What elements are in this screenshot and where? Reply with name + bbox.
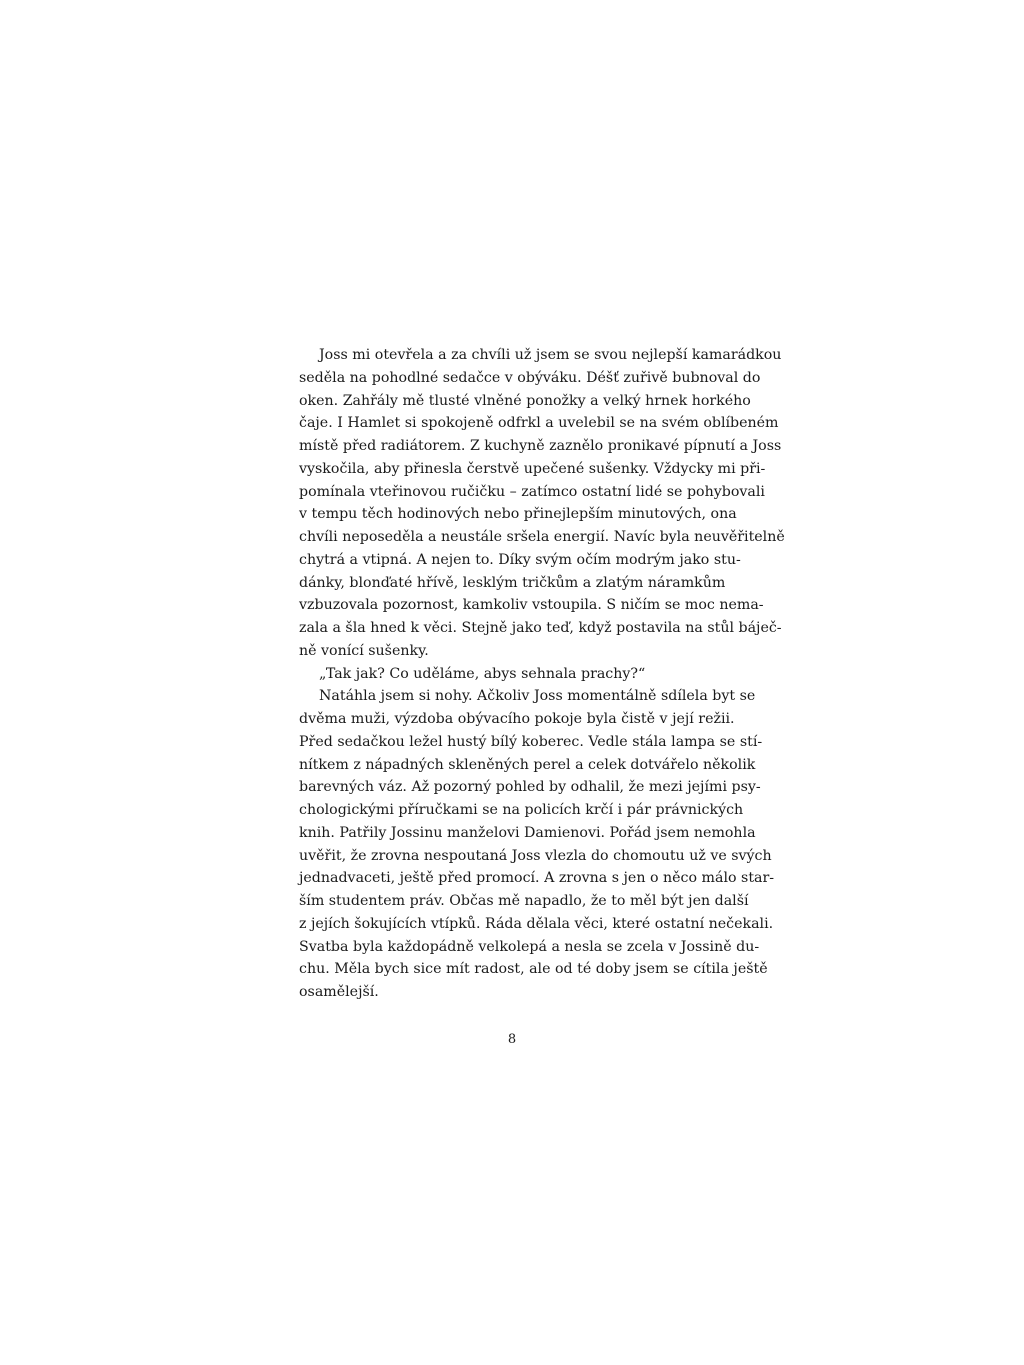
text-line: chvíli neposeděla a neustále sršela energií. Navíc byla neuvěřitelně — [299, 529, 785, 545]
text-line: vyskočila, aby přinesla čerstvě upečené sušenky. Vždycky mi při- — [299, 460, 766, 477]
text-line: osamělejší. — [299, 984, 379, 1000]
text-line: Svatba byla každopádně velkolepá a nesla se zcela v Jossině du- — [299, 938, 760, 955]
text-line: „Tak jak? Co uděláme, abys sehnala prachy?“ — [319, 665, 646, 682]
text-line: jednadvaceti, ještě před promocí. A zrovna s jen o něco málo star- — [299, 870, 775, 887]
text-line: zala a šla hned k věci. Stejně jako teď, když postavila na stůl báječ- — [299, 620, 782, 636]
text-line: ším studentem práv. Občas mě napadlo, že to měl být jen další — [299, 893, 749, 909]
text-line: Před sedačkou ležel hustý bílý koberec. Vedle stála lampa se stí- — [299, 733, 763, 750]
text-line: oken. Zahřály mě tlusté vlněné ponožky a velký hrnek horkého — [299, 392, 751, 409]
body-text — [299, 344, 785, 1004]
text-line: knih. Patřily Jossinu manželovi Damienovi. Pořád jsem nemohla — [299, 824, 756, 841]
text-line: chologickými příručkami se na policích krčí i pár právnických — [299, 802, 744, 818]
text-line: barevných váz. Až pozorný pohled by odhalil, že mezi jejími psy- — [299, 779, 761, 796]
text-line: chytrá a vtipná. A nejen to. Díky svým očím modrým jako stu- — [299, 551, 741, 568]
text-line: Natáhla jsem si nohy. Ačkoliv Joss momentálně sdílela byt se — [319, 688, 756, 705]
page-number: 8 — [507, 1032, 517, 1047]
text-line: uvěřit, že zrovna nespoutaná Joss vlezla do chomoutu už ve svých — [299, 847, 772, 864]
text-line: dvěma muži, výzdoba obývacího pokoje byla čistě v její režii. — [299, 711, 735, 727]
text-line: seděla na pohodlné sedačce v obýváku. Déšť zuřivě bubnoval do — [299, 369, 761, 386]
text-line: Joss mi otevřela a za chvíli už jsem se svou nejlepší kamarádkou — [319, 347, 782, 363]
text-line: vzbuzovala pozornost, kamkoliv vstoupila. S ničím se moc nema- — [299, 597, 764, 614]
text-line: nítkem z nápadných skleněných perel a celek dotvářelo několik — [299, 756, 756, 773]
text-line: chu. Měla bych sice mít radost, ale od té doby jsem se cítila ještě — [299, 961, 768, 978]
text-line: ně vonící sušenky. — [299, 642, 429, 659]
text-line: čaje. I Hamlet si spokojeně odfrkl a uvelebil se na svém oblíbeném — [299, 415, 779, 432]
text-line: z jejích šokujících vtípků. Ráda dělala věci, které ostatní nečekali. — [299, 915, 774, 932]
text-line: dánky, blonďaté hřívě, lesklým tričkům a zlatým náramkům — [299, 574, 726, 591]
text-line: pomínala vteřinovou ručičku – zatímco ostatní lidé se pohybovali — [299, 483, 765, 500]
text-line: v tempu těch hodinových nebo přinejlepším minutových, ona — [299, 506, 737, 523]
text-line: místě před radiátorem. Z kuchyně zaznělo pronikavé pípnutí a Joss — [299, 438, 782, 454]
